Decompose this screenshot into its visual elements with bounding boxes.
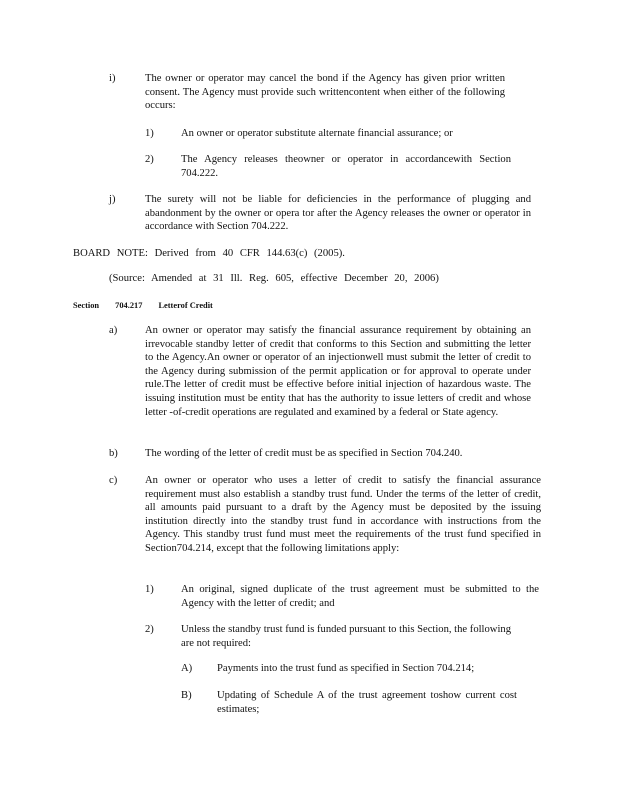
item-text: Payments into the trust fund as specified in Section 704.214; (217, 663, 475, 674)
item-text: Updating of Schedule A of the trust agreement toshow current cost estimates; (217, 690, 517, 715)
source-note: (Source: Amended at 31 Ill. Reg. 605, effective December 20, 2006) (109, 273, 439, 284)
item-text: Unless the standby trust fund is funded pursuant to this Section, the following are not required: (181, 624, 511, 649)
item-label: b) (109, 448, 118, 459)
section-label: Section (73, 301, 100, 310)
item-text: An original, signed duplicate of the trust agreement must be submitted to the Agency with the letter of credit; and (181, 584, 539, 609)
item-label: 1) (145, 584, 154, 595)
item-i (109, 72, 533, 113)
item-c-2-B (181, 689, 541, 716)
section-number: 704.217 (115, 301, 143, 310)
item-i-1 (145, 127, 535, 141)
item-label: i) (109, 73, 116, 84)
item-a (109, 324, 533, 419)
board-note: BOARD NOTE: Derived from 40 CFR 144.63(c) (2005). (73, 248, 345, 259)
item-text: An owner or operator may satisfy the financial assurance requirement by obtaining an irrevocable standby letter of credit that conforms to this Section and submitting the letter to the Agency.An owner or operator of an injectionwell must submit the letter of credit to the Agency during submission of the permit application or for approval to operate under rule.The letter of credit must be effective before initial injection of hazardous waste. The issuing institution must be entity that has the authority to issue letters of credit and whose letter -of-credit operations are regulated and examined by a federal or State agency. (145, 325, 531, 418)
item-label: 1) (145, 128, 154, 139)
item-label: A) (181, 663, 193, 674)
item-c-2 (145, 623, 539, 650)
item-label: j) (109, 194, 116, 205)
section-title: Letterof Credit (158, 301, 213, 310)
item-label: B) (181, 690, 192, 701)
item-b (109, 447, 533, 461)
item-c (109, 474, 543, 556)
section-heading (73, 299, 227, 313)
item-text: An owner or operator substitute alternate financial assurance; or (181, 128, 453, 139)
item-text: The Agency releases theowner or operator in accordancewith Section 704.222. (181, 154, 511, 179)
item-text: An owner or operator who uses a letter of credit to satisfy the financial assurance requirement must also establish a standby trust fund. Under the terms of the letter of credit, all amounts paid pursuant to a draft by the Agency must be deposited by the issuing institution directly into the standby trust fund in accordance with instructions from the Agency. This standby trust fund must meet the requirements of the trust fund specified in Section704.214, except that the following limitations apply: (145, 475, 541, 554)
item-label: c) (109, 475, 118, 486)
item-text: The owner or operator may cancel the bond if the Agency has given prior written consent. The Agency must provide such writtencontent when either of the following occurs: (145, 73, 505, 112)
item-j (109, 193, 533, 234)
item-i-2 (145, 153, 535, 180)
item-c-2-A (181, 662, 541, 676)
item-label: a) (109, 325, 118, 336)
item-text: The wording of the letter of credit must be as specified in Section 704.240. (145, 448, 463, 459)
item-label: 2) (145, 154, 154, 165)
item-label: 2) (145, 624, 154, 635)
item-c-1 (145, 583, 539, 610)
item-text: The surety will not be liable for deficiencies in the performance of plugging and abandonment by the owner or opera tor after the Agency releases the owner or operator in accordance with Section 704.222. (145, 194, 531, 233)
